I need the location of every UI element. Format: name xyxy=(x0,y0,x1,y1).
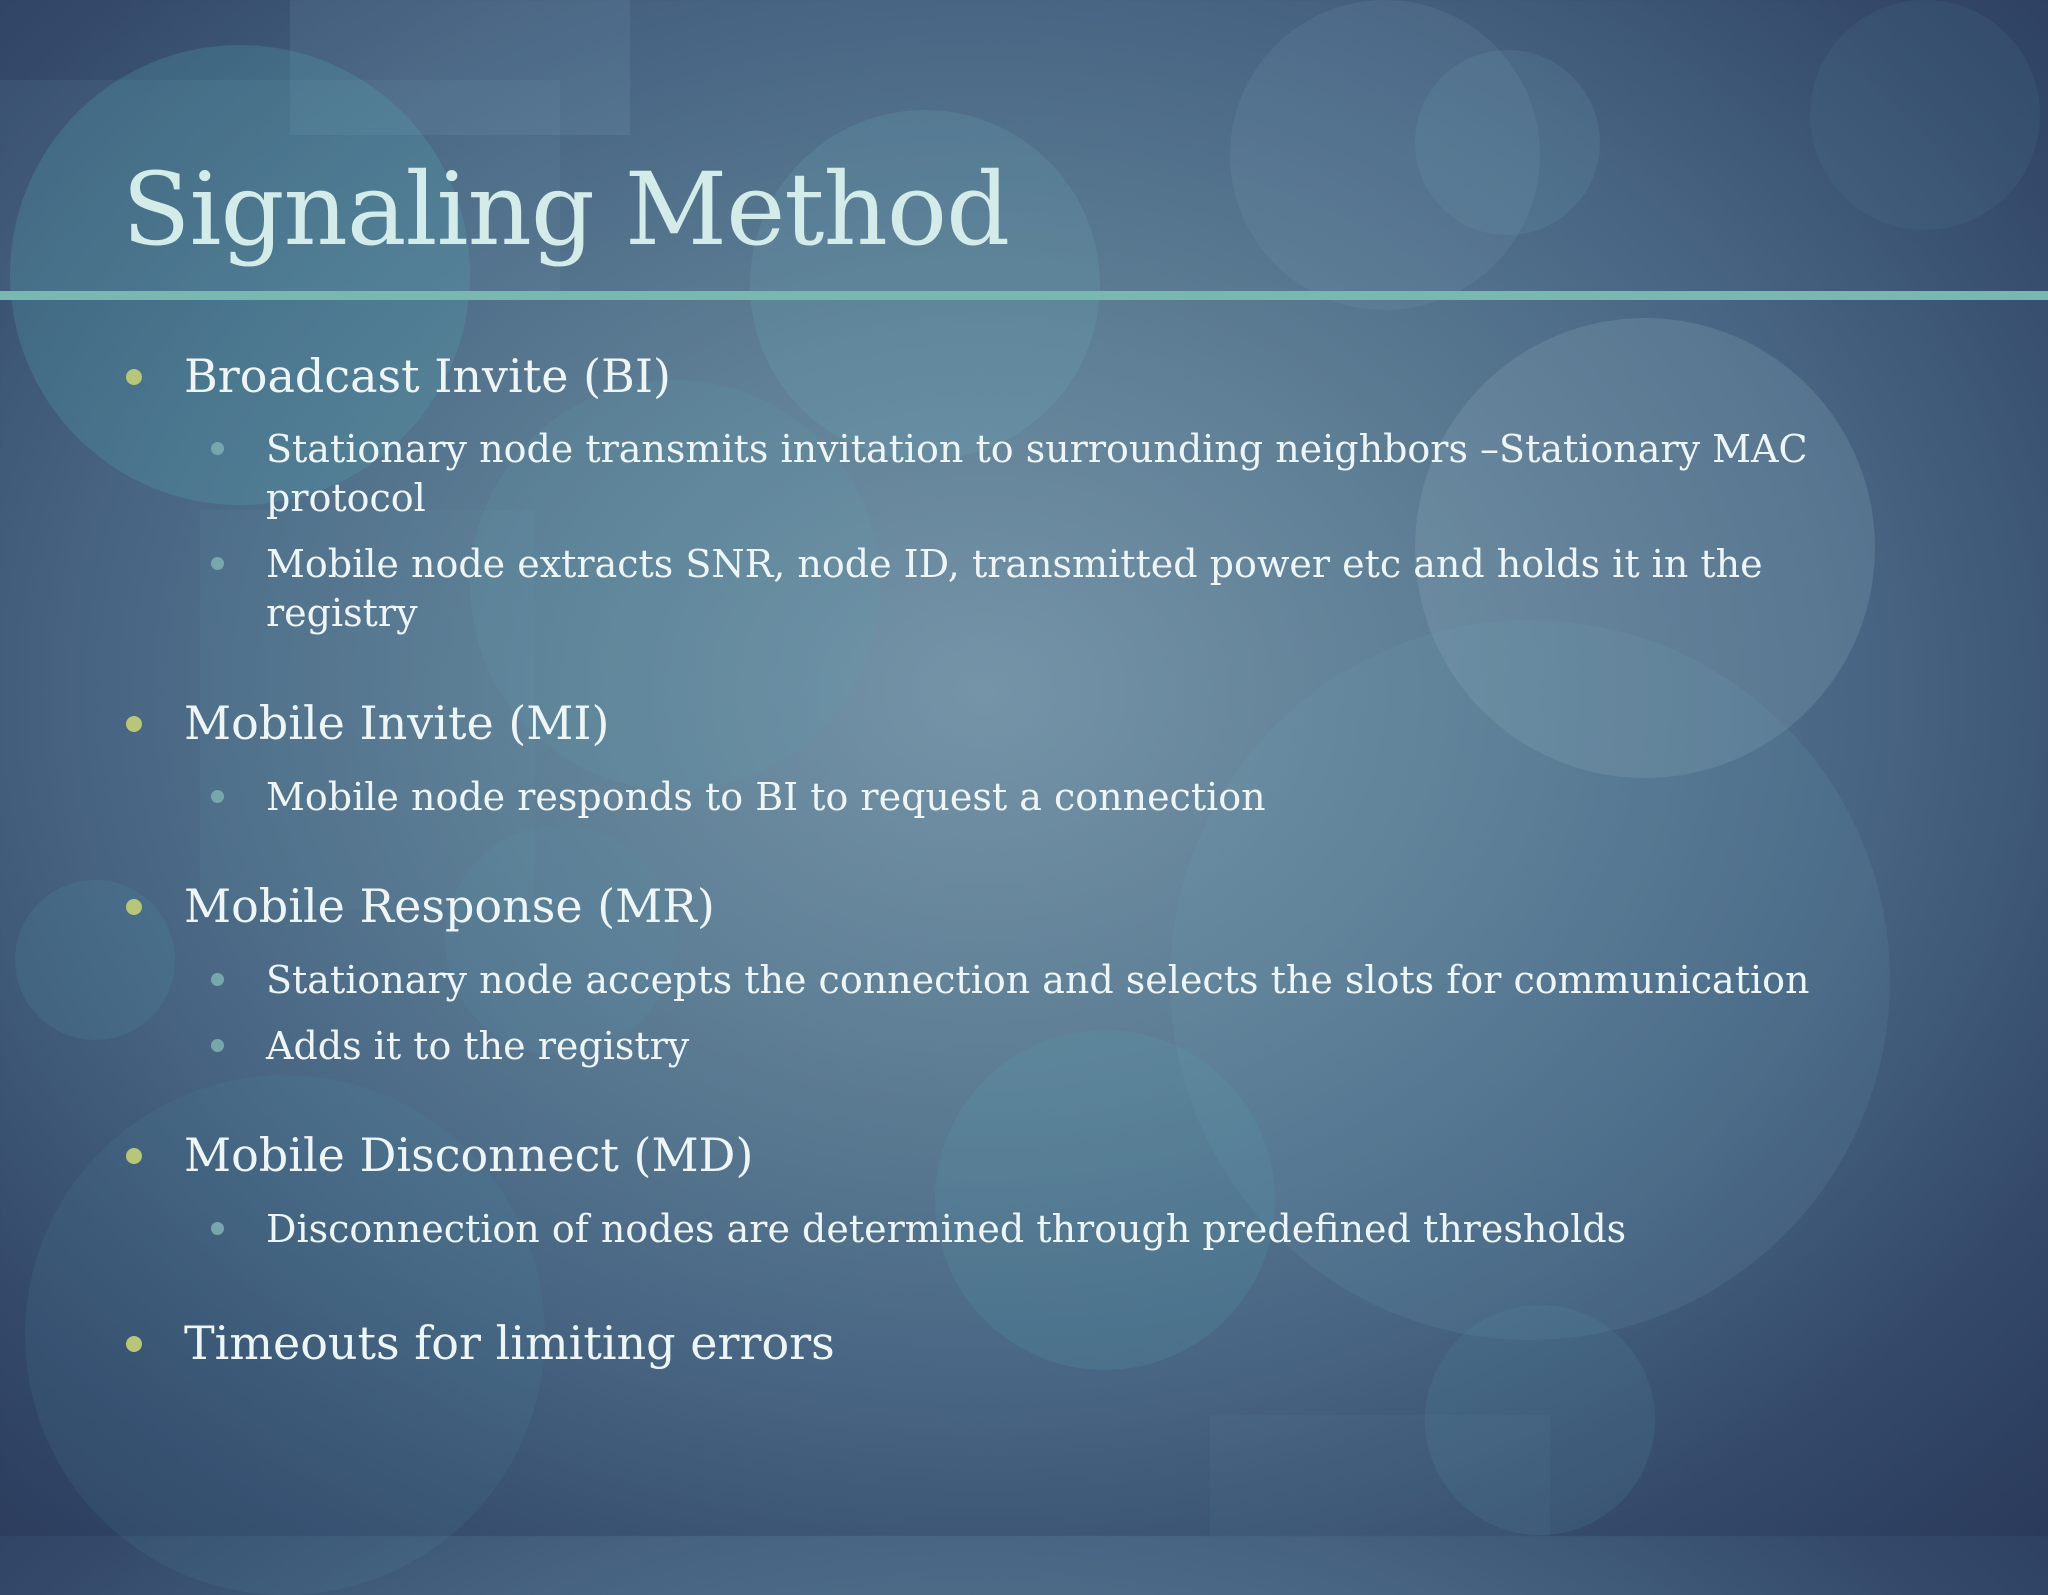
bullet-dot-icon xyxy=(126,1336,142,1352)
bullet-dot-icon xyxy=(126,899,142,915)
sub-bullet-dot-icon xyxy=(211,1222,224,1235)
list-item-mobile-response xyxy=(184,879,715,934)
list-item-text: Mobile Response (MR) xyxy=(184,879,715,933)
list-item-text: Timeouts for limiting errors xyxy=(184,1316,835,1370)
sub-bullet-dot-icon xyxy=(211,557,224,570)
list-item-timeouts xyxy=(184,1316,835,1371)
list-subitem-mobile-extracts xyxy=(266,540,1763,638)
list-subitem-text-line-2: protocol xyxy=(266,476,426,520)
bullet-dot-icon xyxy=(126,1148,142,1164)
list-subitem-stationary-accepts xyxy=(266,956,1810,1005)
sub-bullet-dot-icon xyxy=(211,442,224,455)
sub-bullet-dot-icon xyxy=(211,790,224,803)
list-item-mobile-invite xyxy=(184,696,610,751)
list-item-text: Mobile Disconnect (MD) xyxy=(184,1128,754,1182)
list-subitem-text: Stationary node accepts the connection and selects the slots for communication xyxy=(266,958,1810,1002)
slide-title: Signaling Method xyxy=(122,151,1010,268)
bullet-dot-icon xyxy=(126,716,142,732)
list-subitem-text-line-1: Mobile node extracts SNR, node ID, transmitted power etc and holds it in the xyxy=(266,542,1763,586)
list-subitem-text: Adds it to the registry xyxy=(266,1024,690,1068)
list-item-text: Broadcast Invite (BI) xyxy=(184,349,671,403)
list-subitem-disconnection-thresholds xyxy=(266,1205,1626,1254)
list-subitem-text-line-2: registry xyxy=(266,591,418,635)
list-item-mobile-disconnect xyxy=(184,1128,753,1183)
list-item-text: Mobile Invite (MI) xyxy=(184,696,610,750)
list-subitem-mobile-responds xyxy=(266,773,1266,822)
list-subitem-text-line-1: Stationary node transmits invitation to surrounding neighbors –Stationary MAC xyxy=(266,427,1808,471)
list-subitem-adds-registry xyxy=(266,1022,689,1071)
list-item-broadcast-invite xyxy=(184,349,671,404)
list-subitem-text: Disconnection of nodes are determined through predefined thresholds xyxy=(266,1207,1627,1251)
sub-bullet-dot-icon xyxy=(211,973,224,986)
list-subitem-text: Mobile node responds to BI to request a connection xyxy=(266,775,1266,819)
sub-bullet-dot-icon xyxy=(211,1039,224,1052)
list-subitem-stationary-transmits xyxy=(266,425,1808,523)
bullet-dot-icon xyxy=(126,369,142,385)
